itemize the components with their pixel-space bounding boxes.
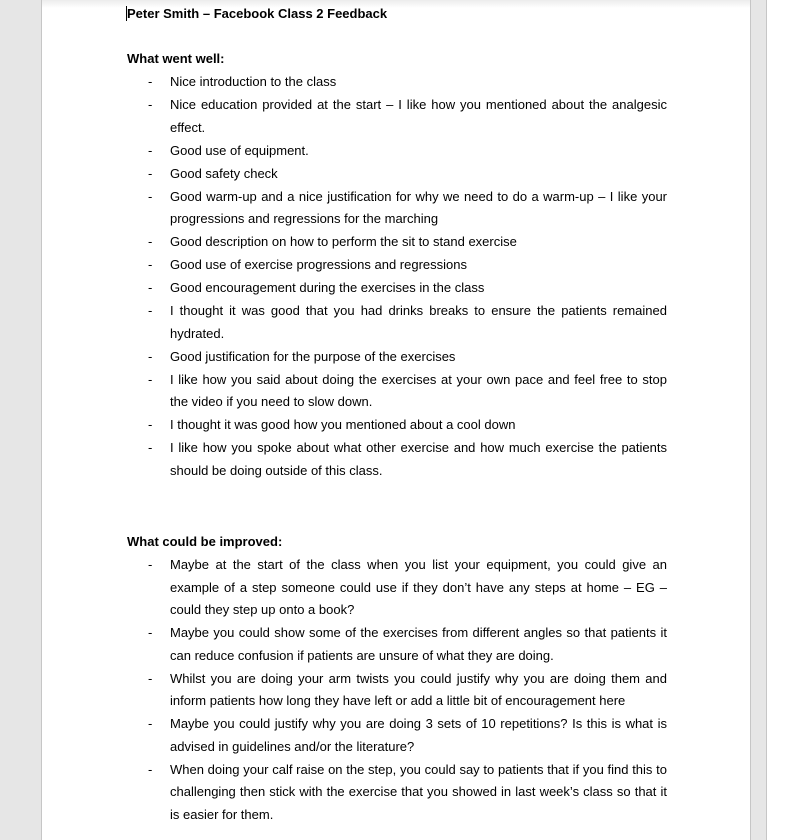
bullet-dash: - xyxy=(148,165,153,181)
document-content[interactable] xyxy=(127,5,667,827)
improve-list xyxy=(127,554,667,826)
list-item-text: I thought it was good that you had drinks breaks to ensure the patients remained hydrated. xyxy=(170,303,667,341)
section-heading-improve: What could be improved: xyxy=(127,534,283,549)
list-item-text: I like how you said about doing the exercises at your own pace and feel free to stop the video if you need to slow down. xyxy=(170,371,667,409)
list-item xyxy=(127,369,667,414)
list-item xyxy=(127,300,667,345)
list-item-text: Maybe you could justify why you are doing 3 sets of 10 repetitions? Is this is what is advised in guidelines and/or the literature? xyxy=(170,716,667,754)
list-item-text: I thought it was good how you mentioned about a cool down xyxy=(170,417,516,432)
bullet-dash: - xyxy=(148,417,153,432)
list-item xyxy=(127,71,667,94)
list-item-text: Good justification for the purpose of the exercises xyxy=(170,348,456,364)
list-item xyxy=(127,94,667,139)
section-heading-went-well: What went well: xyxy=(127,51,225,66)
list-item xyxy=(127,759,667,827)
list-item-text: Good warm-up and a nice justification for why we need to do a warm-up – I like your progressions and regressions for the marching xyxy=(170,188,667,226)
list-item-text: Good description on how to perform the sit to stand exercise xyxy=(170,234,517,249)
list-item-text: Whilst you are doing your arm twists you could justify why you are doing them and inform patients how long they have left or add a little bit of encouragement here xyxy=(170,670,667,708)
list-item xyxy=(127,554,667,622)
list-item-text: Good use of exercise progressions and regressions xyxy=(170,257,467,272)
list-item xyxy=(127,414,667,437)
bullet-dash: - xyxy=(148,74,153,89)
list-item-text: When doing your calf raise on the step, you could say to patients that if you find this to challenging then stick with the exercise that you showed in last week’s class so that it is easier for them. xyxy=(170,761,667,822)
bullet-dash: - xyxy=(148,97,153,112)
left-gutter xyxy=(0,0,42,840)
list-item-text: Nice education provided at the start – I like how you mentioned about the analgesic effect. xyxy=(170,97,667,135)
bullet-dash: - xyxy=(148,371,153,387)
list-item-text: Good use of equipment. xyxy=(170,142,309,158)
bullet-dash: - xyxy=(148,557,153,572)
bullet-dash: - xyxy=(148,670,153,686)
list-item xyxy=(127,437,667,482)
bullet-dash: - xyxy=(148,142,153,158)
bullet-dash: - xyxy=(148,716,153,731)
list-item xyxy=(127,346,667,369)
bullet-dash: - xyxy=(148,625,153,640)
went-well-list xyxy=(127,71,667,482)
list-item xyxy=(127,231,667,254)
list-item-text: Good safety check xyxy=(170,165,278,181)
text-cursor xyxy=(126,6,127,21)
list-item xyxy=(127,254,667,277)
list-item xyxy=(127,668,667,713)
list-item xyxy=(127,713,667,758)
document-title-text: Peter Smith – Facebook Class 2 Feedback xyxy=(127,6,388,21)
list-item xyxy=(127,140,667,163)
vertical-scrollbar-track[interactable] xyxy=(750,0,767,840)
list-item xyxy=(127,186,667,231)
bullet-dash: - xyxy=(148,188,153,204)
document-title xyxy=(127,5,667,22)
list-item xyxy=(127,622,667,667)
bullet-dash: - xyxy=(148,348,153,364)
list-item xyxy=(127,163,667,186)
bullet-dash: - xyxy=(148,234,153,249)
list-item-text: Good encouragement during the exercises in the class xyxy=(170,280,485,295)
bullet-dash: - xyxy=(148,303,153,318)
list-item-text: Maybe at the start of the class when you list your equipment, you could give an example of a step someone could use if they don’t have any steps at home – EG – could they step up onto a book? xyxy=(170,557,667,617)
bullet-dash: - xyxy=(148,280,153,295)
bullet-dash: - xyxy=(148,761,153,777)
list-item-text: I like how you spoke about what other exercise and how much exercise the patients should be doing outside of this class. xyxy=(170,440,667,478)
bullet-dash: - xyxy=(148,257,153,272)
list-item-text: Nice introduction to the class xyxy=(170,74,337,89)
bullet-dash: - xyxy=(148,440,153,455)
list-item xyxy=(127,277,667,300)
list-item-text: Maybe you could show some of the exercises from different angles so that patients it can reduce confusion if patients are unsure of what they are doing. xyxy=(170,625,667,663)
right-margin-area xyxy=(767,0,805,840)
